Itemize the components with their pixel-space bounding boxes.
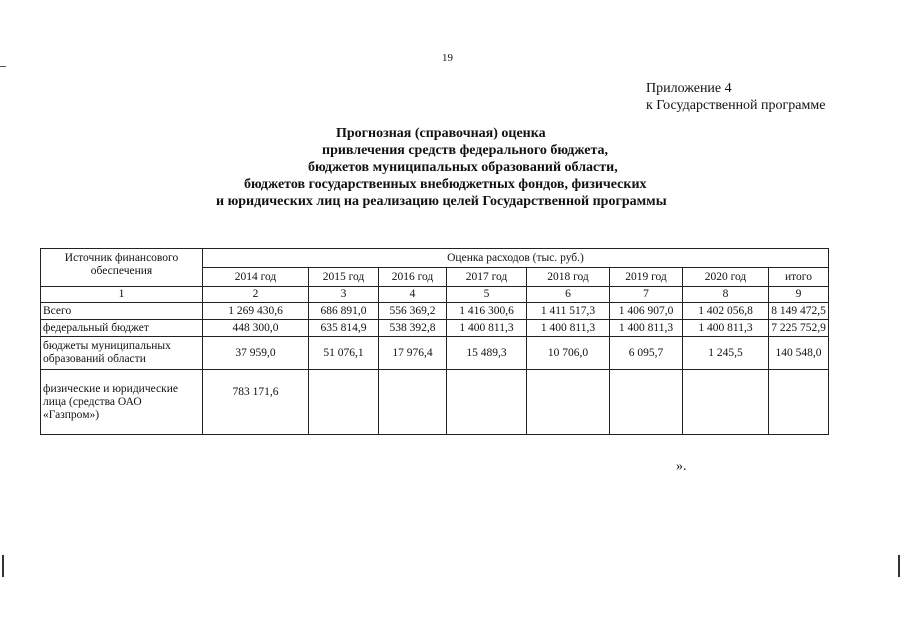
appendix-line-1: Приложение 4 (646, 81, 732, 96)
heading-line-5: и юридических лиц на реализацию целей Государственной программы (216, 194, 667, 209)
table-cell (769, 370, 829, 435)
column-number: 4 (379, 287, 447, 303)
table-cell: 1 400 811,3 (447, 320, 527, 337)
table-cell: 1 416 300,6 (447, 303, 527, 320)
appendix-note (646, 80, 825, 114)
table-cell: 686 891,0 (309, 303, 379, 320)
column-number: 5 (447, 287, 527, 303)
year-header: 2018 год (527, 268, 610, 287)
year-header: 2020 год (683, 268, 769, 287)
table-cell: 1 400 811,3 (527, 320, 610, 337)
table-cell (683, 370, 769, 435)
row-label-line: «Газпром») (43, 408, 100, 421)
page-number: 19 (442, 52, 453, 64)
heading-line-3: бюджетов муниципальных образований области, (308, 160, 618, 175)
financing-table (40, 248, 829, 435)
table-cell (527, 370, 610, 435)
row-label (41, 370, 203, 435)
column-number: 2 (203, 287, 309, 303)
row-label: Всего (41, 303, 203, 320)
table-cell: 448 300,0 (203, 320, 309, 337)
estimate-header-cell (203, 249, 829, 268)
table-cell (610, 370, 683, 435)
appendix-line-2: к Государственной программе (646, 98, 826, 113)
table-row-municipal (41, 337, 829, 370)
edge-tick (0, 66, 6, 67)
source-header-label: Источник финансового обеспечения (64, 252, 179, 277)
column-number: 9 (769, 287, 829, 303)
year-header: 2016 год (379, 268, 447, 287)
table-cell: 7 225 752,9 (769, 320, 829, 337)
table-cell (379, 370, 447, 435)
table-row-legal-entities (41, 370, 829, 435)
table-cell: 51 076,1 (309, 337, 379, 370)
year-header: 2015 год (309, 268, 379, 287)
table-cell: 17 976,4 (379, 337, 447, 370)
table-cell: 8 149 472,5 (769, 303, 829, 320)
table-cell: 10 706,0 (527, 337, 610, 370)
row-label (41, 337, 203, 370)
source-header-cell (41, 249, 203, 287)
table-cell: 1 411 517,3 (527, 303, 610, 320)
total-header: итого (769, 268, 829, 287)
column-number-row (41, 287, 829, 303)
table-cell: 6 095,7 (610, 337, 683, 370)
table-cell: 1 269 430,6 (203, 303, 309, 320)
column-number: 3 (309, 287, 379, 303)
table-header-row-1 (41, 249, 829, 268)
year-header: 2019 год (610, 268, 683, 287)
heading-line-2: привлечения средств федерального бюджета, (322, 143, 609, 158)
row-label-line: образований области (43, 353, 146, 365)
row-label-line: лица (средства ОАО (43, 395, 142, 408)
table-cell: 556 369,2 (379, 303, 447, 320)
table-cell: 635 814,9 (309, 320, 379, 337)
year-header: 2017 год (447, 268, 527, 287)
table-cell: 140 548,0 (769, 337, 829, 370)
table-cell: 37 959,0 (203, 337, 309, 370)
row-label-line: физические и юридические (43, 382, 178, 395)
table-cell: 15 489,3 (447, 337, 527, 370)
left-edge-mark (2, 555, 4, 577)
table-cell: 1 400 811,3 (683, 320, 769, 337)
year-header: 2014 год (203, 268, 309, 287)
row-label-line: бюджеты муниципальных (43, 340, 171, 352)
table-cell: 783 171,6 (203, 370, 309, 435)
right-edge-mark (898, 555, 900, 577)
column-number: 8 (683, 287, 769, 303)
table-row-federal (41, 320, 829, 337)
closing-quote-mark: ». (676, 459, 687, 474)
row-label: федеральный бюджет (41, 320, 203, 337)
table-cell (447, 370, 527, 435)
table-cell: 1 400 811,3 (610, 320, 683, 337)
table-cell (309, 370, 379, 435)
table-row-total (41, 303, 829, 320)
column-number: 7 (610, 287, 683, 303)
heading-line-4: бюджетов государственных внебюджетных фондов, физических (244, 177, 647, 192)
column-number: 6 (527, 287, 610, 303)
table-cell: 1 245,5 (683, 337, 769, 370)
table-cell: 1 406 907,0 (610, 303, 683, 320)
estimate-header-label: Оценка расходов (тыс. руб.) (447, 251, 584, 264)
table-cell: 1 402 056,8 (683, 303, 769, 320)
column-number: 1 (41, 287, 203, 303)
heading-line-1: Прогнозная (справочная) оценка (336, 126, 546, 141)
table-cell: 538 392,8 (379, 320, 447, 337)
